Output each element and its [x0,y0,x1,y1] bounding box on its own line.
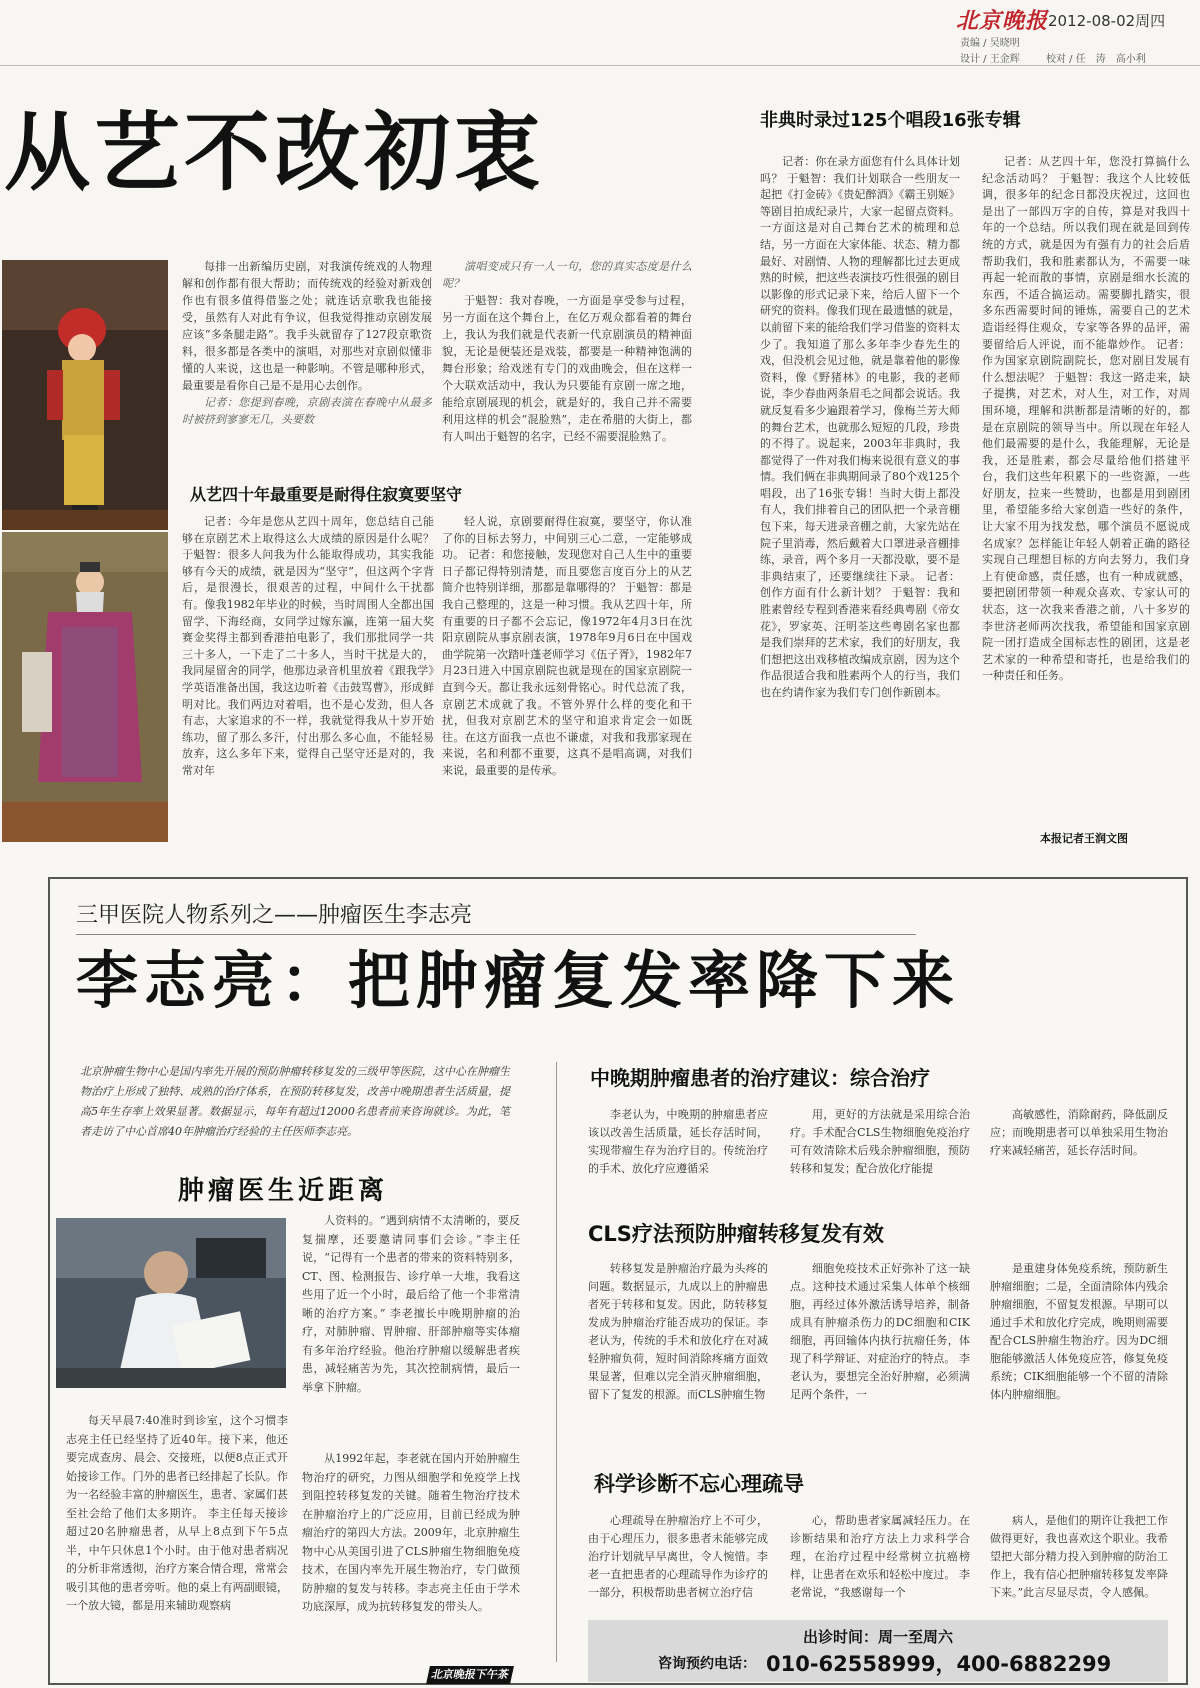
doctor-photo [56,1218,286,1388]
story1-byline: 本报记者王润文图 [1040,832,1128,845]
clinic-hours: 出诊时间：周一至周六 [802,1628,953,1646]
story2-left-col-a [66,1412,288,1662]
sec-b-col2-text: 细胞免疫技术正好弥补了这一缺点。这种技术通过采集人体单个核细胞，再经过体外激活诱导培养，制备成具有肿瘤杀伤力的DC细胞和CIK细胞，再回输体内执行抗瘤任务，体现了科学辩证、对症治疗的特点。 李老认为，要想完全治好肿瘤，必须满足两个条件，一 [790,1262,970,1401]
sec-c-col3 [990,1512,1168,1616]
story1-col5-text: 记者：你在录方面您有什么具体计划吗？ 于魁智：我们计划联合一些朋友一起把《打金砖》《贵妃醉酒》《霸王别姬》等剧目拍成纪录片，大家一起留点资料。一方面这是对自己舞台艺术的梳理和总结，另一方面在大家体能、状态、精力都最好、对剧情、人物的理解都比过去更成熟的时候，把这些表演技巧性很强的剧目以影像的形式记录下来，给后人留下一个研究的资料。像我们现在最遗憾的就是，以前留下来的能给我们学习借鉴的资料太少了。我知道了那么多年李少春先生的戏，但没机会见过他，就是靠着他的影像资料，像《野猪林》的电影，我的老师说，李少春曲两条眉毛之间都会说话。我就反复看多少遍跟着学习，像梅兰芳大师的舞台艺术，也就那么短短的几段，珍贵的不得了。说起来，2003年非典时，我都觉得了一件对我们梅来说很有意义的事情。我们俩在非典期间录了80个戏125个唱段，出了16张专辑！当时大街上都没有人，我们排着自己的团队把一个录音棚包下来，每天进录音棚之前，大家先站在院子里消毒，然后戴着大口罩进录音棚排练，录音，两个多月一天都没歇，要不是非典结束了，还要继续往下录。 记者：创作方面有什么新计划？ 于魁智：我和胜素曾经专程到香港来看经典粤剧《帝女花》，罗家英、汪明荃这些粤剧名家也都是我们崇拜的艺术家，我们的好朋友，我们想把这出戏移植改编成京剧，因为这个作品很适合我和胜素两个人的行当，我们也在约请作家为我们专门创作新剧本。 [760,155,960,699]
story1-question1: 记者：您提到春晚，京剧表演在春晚中从最多时被挤到寥寥无几，头要数 [182,396,432,426]
opera-photo-bottom [2,532,168,842]
sec-c-col1-text: 心理疏导在肿瘤治疗上不可少，由于心理压力，很多患者未能够完成治疗计划就早早离世，令人惋惜。李老一直把患者的心理疏导作为诊疗的一部分，积极帮助患者树立治疗信 [588,1514,768,1599]
section-cls-therapy: CLS疗法预防肿瘤转移复发有效 [588,1222,884,1246]
sec-c-col2 [790,1512,970,1616]
sec-a-col1-text: 李老认为，中晚期的肿瘤患者应该以改善生活质量，延长存活时间，实现带瘤生存为治疗目的。传统治疗的手术、放化疗应遵循采 [588,1108,768,1175]
section-combined-treatment: 中晚期肿瘤患者的治疗建议：综合治疗 [590,1066,930,1090]
phone-numbers: 010-62558999，400-6882299 [766,1652,1112,1676]
story1-section-head: 从艺四十年最重要是耐得住寂寞要坚守 [190,485,463,504]
column-divider [556,1062,557,1662]
story2-left-b-text: 从1992年起，李老就在国内开始肿瘤生物治疗的研究，力图从细胞学和免疫学上找到阻控转移复发的关键。随着生物治疗技术在肿瘤治疗上的广泛应用，目前已经成为肿瘤治疗的第四大方法。2009年，北京肿瘤生物中心从美国引进了CLS肿瘤生物细胞免疫技术，在国内率先开展生物治疗，专门做预防肿瘤的复发与转移。李志亮主任由于学术功底深厚，成为抗转移复发的带头人。 [302,1452,520,1613]
sec-a-col2-text: 用，更好的方法就是采用综合治疗。手术配合CLS生物细胞免疫治疗可有效清除术后残余肿瘤细胞，预防转移和复发；配合放化疗能提 [790,1108,970,1175]
story2-photo-side-col [302,1212,520,1416]
doctor-reading-records [56,1218,286,1388]
sec-b-col1 [588,1260,768,1452]
series-divider [76,934,916,935]
story2-left-col-b [302,1450,520,1662]
story2-headline: 李志亮：把肿瘤复发率降下来 [76,944,961,1017]
clinic-info-bar [588,1620,1168,1682]
story2-lead: 北京肿瘤生物中心是国内率先开展的预防肿瘤转移复发的三级甲等医院，这中心在肿瘤生物治疗上形成了独特、成熟的治疗体系，在预防转移复发，改善中晚期患者生活质量，提高5年生存率上效果显著。数据显示，每年有超过12000名患者前来咨询就诊。为此，笔者走访了中心首席40年肿瘤治疗经验的主任医师李志亮。 [80,1065,510,1138]
sec-c-col3-text: 病人，是他们的期许让我把工作做得更好，我也喜欢这个职业。我希望把大部分精力投入到肿瘤的防治工作上，我有信心把肿瘤转移复发率降下来。”此言尽显尽责，令人感佩。 [990,1514,1168,1599]
story1-headline: 从艺不改初衷 [4,103,544,203]
story1-col3 [182,514,434,846]
sec-a-col3-text: 高敏感性，消除耐药，降低副反应；而晚期患者可以单独采用生物治疗来减轻痛苦，延长存活时间。 [990,1108,1168,1157]
story1-col3-text: 记者：今年是您从艺四十周年，您总结自己能够在京剧艺术上取得这么大成绩的原因是什么呢？ 于魁智：很多人问我为什么能取得成功，其实我能够有今天的成绩，就是因为“坚守”，但这两个字背后，是很漫长，很艰苦的过程，中间什么干扰都有。像我1982年毕业的时候，当时周围人全都出国留学、下海经商，女同学过嫁东瀛，连第一届大奖赛金奖得主都到香港拍电影了，我们那批同学一共三十多人，一下走了二十多人，当时干扰是大的，我同屋留舍的同学，他那边录音机里放着《跟我学》学英语准备出国，我这边听着《击鼓骂曹》，形成鲜明对比。我们两边对着唱，也不是心发劲，但人各有志，大家追求的不一样，我就觉得我从十岁开始练功，留了那么多汗，付出那么多心血，不能轻易放弃，这么多年下来，觉得自己坚守还是对的，我常对年 [182,515,434,777]
opera-photo-top [2,260,168,530]
sec-c-col2-text: 心，帮助患者家属减轻压力。在诊断结果和治疗方法上力求科学合理，在治疗过程中经常树立抗癌榜样，让患者在欢乐和轻松中度过。 李老常说，“我感谢每一个 [790,1514,970,1599]
sec-a-col3 [990,1106,1168,1198]
story2-photo-side-text: 人资料的。“遇到病情不太清晰的，要反复揣摩，还要邀请同事们会诊。”李主任说，“记得有一个患者的带来的资料特别多，CT、图、检测报告、诊疗单一大堆，我看这些用了近一个小时，最后给了他一个非常清晰的治疗方案。” 李老擅长中晚期肿瘤的治疗，对肺肿瘤、胃肿瘤、肝部肿瘤等实体瘤有多年治疗经验。他治疗肿瘤以缓解患者疾患，减轻痛苦为先，其次控制病情，最后一举拿下肿瘤。 [302,1214,520,1394]
story1-col1-text: 每排一出新编历史剧，对我演传统戏的人物理解和创作都有很大帮助；而传统戏的经验对新戏创作也有很多值得借鉴之处；就连话京歌我也能接受，虽然有人对此有争议，但我觉得推动京剧发展应该“多条腿走路”。我手头就留存了127段京歌资料，很多都是各类中的演唱，对那些对京剧似懂非懂的人来说，这也是一种影响。不管是哪种形式，最重要是看你自己是不是用心去创作。 [182,260,432,392]
story1-col4 [442,514,692,846]
designer-credit: 设计 / 王金辉 [960,54,1020,65]
opera-performer-bearded [2,532,168,842]
story1-col4-text: 轻人说，京剧要耐得住寂寞，要坚守，你认准了你的目标去努力，中间别三心二意，一定能够成功。 记者：和您接触，发现您对自己人生中的重要日子都记得特别清楚，而且要您言度百分上的从艺简介也特别详细，那都是靠哪得的？ 于魁智：都是我自己整理的，这是一种习惯。我从艺四十年，所有重要的日子都不会忘记，像1972年4月3日在沈阳京剧院从事京剧表演，1978年9月6日在中国戏曲学院第一次踏叶蓬老师学习《伍子胥》，1982年7月23日进入中国京剧院也就是现在的国家京剧院一直到今天。都让我永远刻骨铭心。时代总流了我，京剧艺术成就了我。不管外界什么样的变化和干扰，但我对京剧艺术的坚守和追求肯定会一如既往。在这方面我一点也不谦虚，对我和我那家现在来说，名和利都不重要，这真不是唱高调，对我们来说，最重要的是传承。 [442,515,692,777]
afternoon-tea-logo: 北京晚报下午茶 [426,1666,514,1684]
sec-b-col3 [990,1260,1168,1452]
story1-col6-text: 记者：从艺四十年，您没打算搞什么纪念活动吗？ 于魁智：我这个人比较低调，很多年的纪念日都没庆祝过，这回也是出了一部四万字的自传，算是对我四十年的一个总结。所以我们现在就是回到传统的方式，就是因为有强有力的社会后盾帮助我们，我和胜素都认为，不需要一味再起一轮而散的事情，京剧是细水长流的东西，不适合搞运动。需要脚扎踏实，很多东西需要时间的锤炼，需要自己的艺术造诣经得住观众，专家等各界的品评，需要留给后人评说，而不能靠炒作。 记者：作为国家京剧院副院长，您对剧目发展有什么想法呢？ 于魁智：我这一路走来，缺子提携，对艺术，对人生，对工作，对周围环境，理解和洪断都是清晰的好的，都是在京剧院的领导当中。所以现在年轻人他们最需要的是什么，我能理解，无论是我，还是胜素，都会尽量给他们搭建平台，我们这些年积累下的一些资源，一些好朋友，拉来一些赞助，也都是用到剧团里，希望能多给大家创造一些好的条件，让大家不用为找发愁，哪个演员不愿说成名成家？怎样能让年轻人朝着正确的路径实现自己理想目标的方向去努力，我们身上有使命感，责任感，也有一种成就感，要把剧团带领一种观众喜欢、专家认可的状态，这一次我来香港之前，八十多岁的李世济老师两次找我，希望能和国家京剧院一团打造成全国标志性的剧团，这是老艺术家的一种希望和寄托，也是给我们的一种责任和任务。 [982,155,1190,683]
masthead [0,0,1200,66]
sec-b-col3-text: 是重建身体免疫系统，预防新生肿瘤细胞；二是，全面清除体内残余肿瘤细胞，不留复发根源。早期可以通过手术和放化疗完成，晚期则需要配合CLS肿瘤生物治疗。因为DC细胞能够激活人体免疫应答，修复免疫系统；CIK细胞能够一个不留的清除体内肿瘤细胞。 [990,1262,1168,1401]
proofreader-credit: 校对 / 任 涛 高小利 [1046,54,1146,65]
sec-a-col1 [588,1106,768,1198]
sec-c-col1 [588,1512,768,1616]
sec-a-col2 [790,1106,970,1198]
story1-col2 [442,258,692,478]
story1-col5 [760,154,960,844]
story1-col6 [982,154,1190,826]
sec-b-col1-text: 转移复发是肿瘤治疗最为头疼的问题。数据显示，九成以上的肿瘤患者死于转移和复发。因此，防转移复发成为肿瘤治疗能否成功的保证。李老认为，传统的手术和放化疗在对减轻肿瘤负荷，短时间消除疼痛方面效果显著，但难以完全消灭肿瘤细胞，留下了复发的根源。而CLS肿瘤生物 [588,1262,768,1401]
phone-label: 咨询预约电话： [658,1656,756,1672]
section-close-distance: 肿瘤医生近距离 [178,1176,389,1206]
story1-subhead: 非典时录过125个唱段16张专辑 [760,110,1021,131]
newspaper-logo: 北京晚报 [956,8,1049,34]
section-psychological-care: 科学诊断不忘心理疏导 [594,1472,804,1496]
issue-date: 2012-08-02周四 [1048,12,1166,30]
editor-credit: 责编 / 吴晓明 [960,38,1020,49]
series-title: 三甲医院人物系列之——肿瘤医生李志亮 [76,903,473,928]
story1-col2-question: 演唱变成只有一人一句，您的真实态度是什么呢？ [442,260,692,290]
story1-col1 [182,258,432,478]
story2-left-a-text: 每天早晨7:40准时到诊室，这个习惯李志亮主任已经坚持了近40年。接下来，他还要完成查房、晨会、交接班，以便8点正式开始接诊工作。门外的患者已经排起了长队。作为一名经验丰富的肿瘤医生，患者、家属们甚至社会给了他们太多期许。 李主任每天接诊超过20名肿瘤患者，从早上8点到下午5点半，中午只休息1个小时。由于他对患者病况的分析非常透彻，治疗方案合情合理，常常会吸引其他的患者旁听。他的桌上有两副眼镜，一个放大镜，都是用来辅助观察病 [66,1414,288,1612]
sec-b-col2 [790,1260,970,1452]
opera-performer-red-costume [2,260,168,530]
story1-col2-text: 于魁智：我对春晚，一方面是享受参与过程，另一方面在这个舞台上，在亿万观众都看着的舞台上，我认为我们就是代表新一代京剧演员的精神面貌，无论是便装还是戏装，都要是一种精神饱满的舞台形象；给戏迷有专门的戏曲晚会，但在这样一个大联欢活动中，我认为只要能有京剧一席之地，能给京剧展现的机会，就是好的，我自己并不需要利用这样的机会“混脸熟”，走在希腊的大街上，都有人叫出于魁智的名字，已经不需要混脸熟了。 [442,294,692,443]
